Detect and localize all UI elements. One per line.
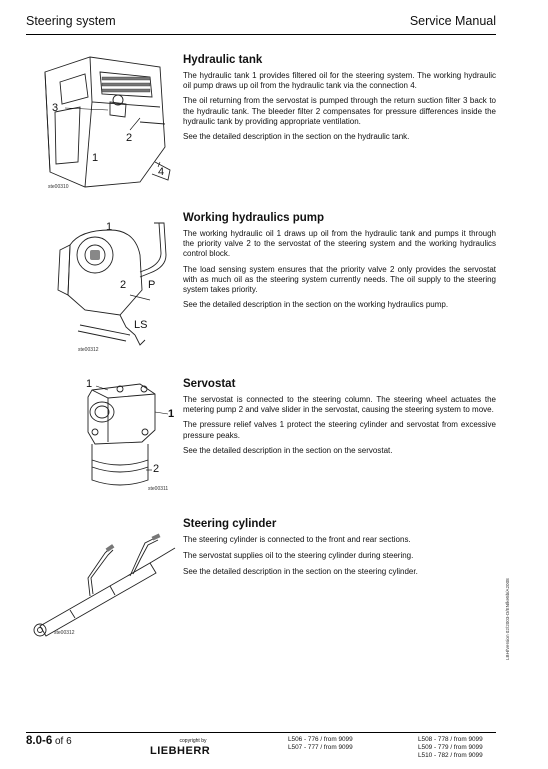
hydraulics-pump-drawing [40,215,180,355]
model-line: L509 - 779 / from 9099 [418,744,483,751]
version-sidebar [505,540,515,660]
section-title: Servostat [183,378,236,390]
paragraph: The load sensing system ensures that the priority valve 2 only provides the servostat with as much oil as the steering system currently needs. The oil supply to the steering system takes priority. [183,264,496,295]
section-steering-cylinder [183,518,496,583]
paragraph: See the detailed description in the section on the working hydraulics pump. [183,300,449,310]
callout-2: 2 [120,279,127,291]
models-column-1 [288,736,353,752]
page-number-bold: 8.0-6 [26,735,53,747]
section-hydraulics-pump [183,212,496,315]
servostat-drawing [80,372,180,497]
figure-steering-cylinder [30,518,180,643]
paragraph: See the detailed description in the section on the hydraulic tank. [183,132,410,142]
liebherr-logo: LIEBHERR [150,745,211,757]
callout-4: 4 [158,166,165,178]
figure-code: ste00310 [48,184,69,190]
callout-1: 1 [92,152,99,164]
callout-1-top: 1 [86,378,93,390]
callout-1: 1 [106,221,113,233]
callout-1-right: 1 [168,408,175,420]
paragraph: See the detailed description in the section on the servostat. [183,445,393,455]
figure-hydraulic-tank [30,52,180,192]
paragraph: The oil returning from the servostat is pumped through the return suction filter 3 back to the hydraulic tank. The bleeder filter 2 compensates for pressure differences inside the hydraulic tank by providing appropriate ventilation. [183,96,496,126]
version-text: LBH/Version 02/2003-D/EN/ke5b/A2008 [505,578,510,660]
section-title: Hydraulic tank [183,54,263,66]
page-header [26,0,496,35]
section-hydraulic-tank [183,54,496,147]
callout-3: 3 [52,102,59,114]
figure-hydraulics-pump [40,215,180,355]
paragraph: The steering cylinder is connected to the front and rear sections. [183,535,411,544]
section-title: Working hydraulics pump [183,212,324,224]
paragraph: The pressure relief valves 1 protect the steering cylinder and servostat from excessive pressure peaks. [183,420,496,440]
model-line: L507 - 777 / from 9099 [288,744,353,751]
header-section-title: Steering system [26,14,116,28]
paragraph: See the detailed description in the section on the steering cylinder. [183,567,418,577]
figure-servostat [80,372,180,497]
callout-p: P [148,279,156,291]
paragraph: The working hydraulic oil 1 draws up oil from the hydraulic tank and pumps it through the priority valve 2 to the servostat of the steering system and the working hydraulics control block. [183,229,496,259]
figure-code: ste00311 [148,486,169,492]
model-line: L510 - 782 / from 9099 [418,752,483,759]
callout-2: 2 [153,463,160,475]
paragraph: The servostat is connected to the steering column. The steering wheel actuates the metering pump 2 and valve slider in the servostat, causing the steering system to move. [183,395,496,415]
paragraph: The servostat supplies oil to the steering cylinder during steering. [183,551,414,561]
header-manual-title: Service Manual [409,14,496,28]
model-line: L506 - 776 / from 9099 [288,736,353,743]
figure-code: ste00312 [54,630,75,636]
copyright-text: copyright by [179,738,207,744]
steering-cylinder-drawing [30,518,180,643]
page-footer [26,732,496,769]
paragraph: The hydraulic tank 1 provides filtered oil for the steering system. The working hydraulic oil pump draws up oil from the hydraulic tank via the connection 4. [183,71,496,91]
page-number [26,735,72,747]
page-number-total: of 6 [52,736,72,747]
callout-ls: LS [134,319,148,331]
model-line: L508 - 778 / from 9099 [418,736,483,743]
section-title: Steering cylinder [183,518,277,530]
section-servostat [183,378,496,461]
figure-code: ste00312 [78,347,99,353]
models-column-2 [418,736,483,760]
callout-2: 2 [126,132,133,144]
